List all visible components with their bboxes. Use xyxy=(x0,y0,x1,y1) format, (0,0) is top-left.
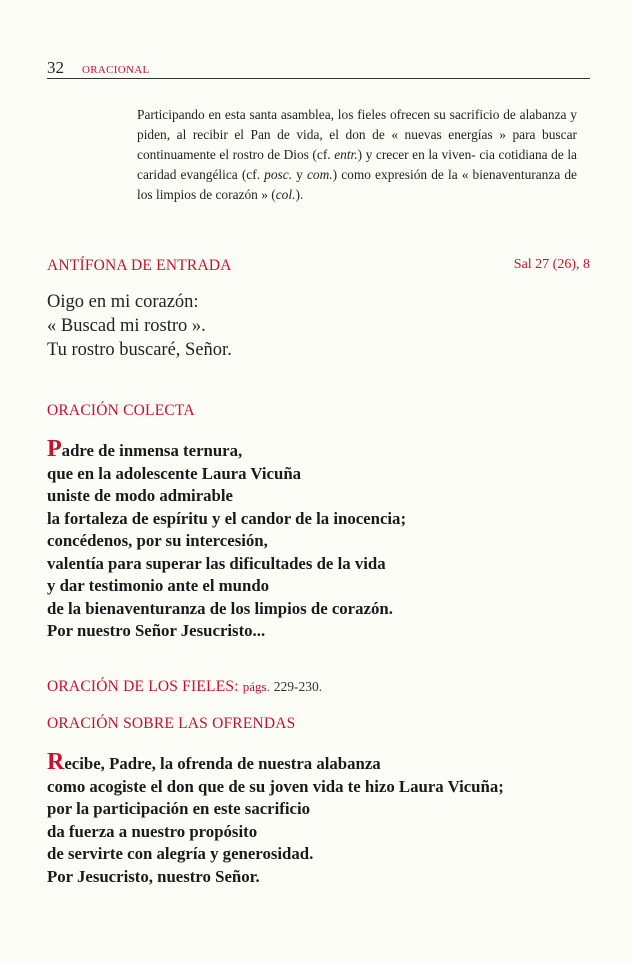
pages-label: págs. xyxy=(242,679,270,694)
intro-paragraph xyxy=(137,105,577,205)
intro-abbrev: com. xyxy=(306,167,333,182)
prayer-line: Por Jesucristo, nuestro Señor. xyxy=(47,866,260,886)
prayer-of-faithful-line xyxy=(47,678,322,696)
intro-text: cia cotidiana de la caridad evangélica (cf. xyxy=(137,147,577,182)
drop-initial: P xyxy=(47,436,62,462)
prayer-line: la fortaleza de espíritu y el candor de la inocencia; xyxy=(47,508,407,528)
intro-text: alabanza y piden, al recibir el Pan de vida, el don de « nuevas energías » xyxy=(137,107,577,142)
intro-text: ). xyxy=(295,187,304,202)
pages-reference: 229-230. xyxy=(273,679,323,694)
prayer-line xyxy=(47,438,607,463)
entrance-antiphon xyxy=(47,290,567,362)
offerings-prayer xyxy=(47,751,607,888)
psalm-reference: Sal 27 (26), 8 xyxy=(513,257,590,272)
running-head: ORACIONAL xyxy=(82,64,150,76)
prayer-line: como acogiste el don que de su joven vida te hizo Laura Vicuña; xyxy=(47,776,504,796)
prayer-line: de la bienaventuranza de los limpios de corazón. xyxy=(47,598,393,618)
collect-prayer xyxy=(47,438,607,643)
antiphon-line: Tu rostro buscaré, Señor. xyxy=(47,340,232,360)
drop-initial: R xyxy=(47,749,65,775)
prayer-line: de servirte con alegría y generosidad. xyxy=(47,844,314,863)
header-rule xyxy=(47,78,590,79)
intro-abbrev: entr. xyxy=(334,147,358,162)
prayer-text: adre de inmensa ternura, xyxy=(61,441,243,460)
intro-text: Participando en esta santa asamblea, los fieles ofrecen su sacrificio de xyxy=(137,107,516,122)
prayer-line: por la participación en este sacrificio xyxy=(47,799,311,818)
page-header xyxy=(47,58,590,78)
intro-abbrev: col. xyxy=(275,187,296,202)
intro-abbrev: posc. xyxy=(264,167,293,182)
collect-heading: ORACIÓN COLECTA xyxy=(47,402,195,419)
intro-text: y xyxy=(292,167,307,182)
prayer-line: Por nuestro Señor Jesucristo... xyxy=(47,621,266,640)
intro-text: la « bienaventuranza de los limpios de corazón » ( xyxy=(137,167,577,202)
prayer-line: da fuerza a nuestro propósito xyxy=(47,821,258,841)
antiphon-line: Oigo en mi corazón: xyxy=(47,292,199,312)
antiphon-line: « Buscad mi rostro ». xyxy=(47,316,206,336)
prayer-line: valentía para superar las dificultades de la vida xyxy=(47,553,386,573)
intro-text: para buscar continuamente el rostro de Dios (cf. xyxy=(137,127,577,162)
intro-text: ) como expresión de xyxy=(332,167,444,182)
page-number: 32 xyxy=(47,58,64,77)
faithful-heading: ORACIÓN DE LOS FIELES: xyxy=(47,678,239,695)
prayer-line xyxy=(47,751,607,776)
prayer-line: uniste de modo admirable xyxy=(47,486,234,505)
entrance-antiphon-heading: ANTÍFONA DE ENTRADA xyxy=(47,257,232,274)
intro-text: ) y crecer en la viven- xyxy=(357,147,476,162)
offerings-heading: ORACIÓN SOBRE LAS OFRENDAS xyxy=(47,715,296,732)
prayer-line: y dar testimonio ante el mundo xyxy=(47,576,270,595)
prayer-text: ecibe, Padre, la ofrenda de nuestra alabanza xyxy=(64,754,381,773)
prayer-line: que en la adolescente Laura Vicuña xyxy=(47,463,302,483)
prayer-line: concédenos, por su intercesión, xyxy=(47,531,268,550)
